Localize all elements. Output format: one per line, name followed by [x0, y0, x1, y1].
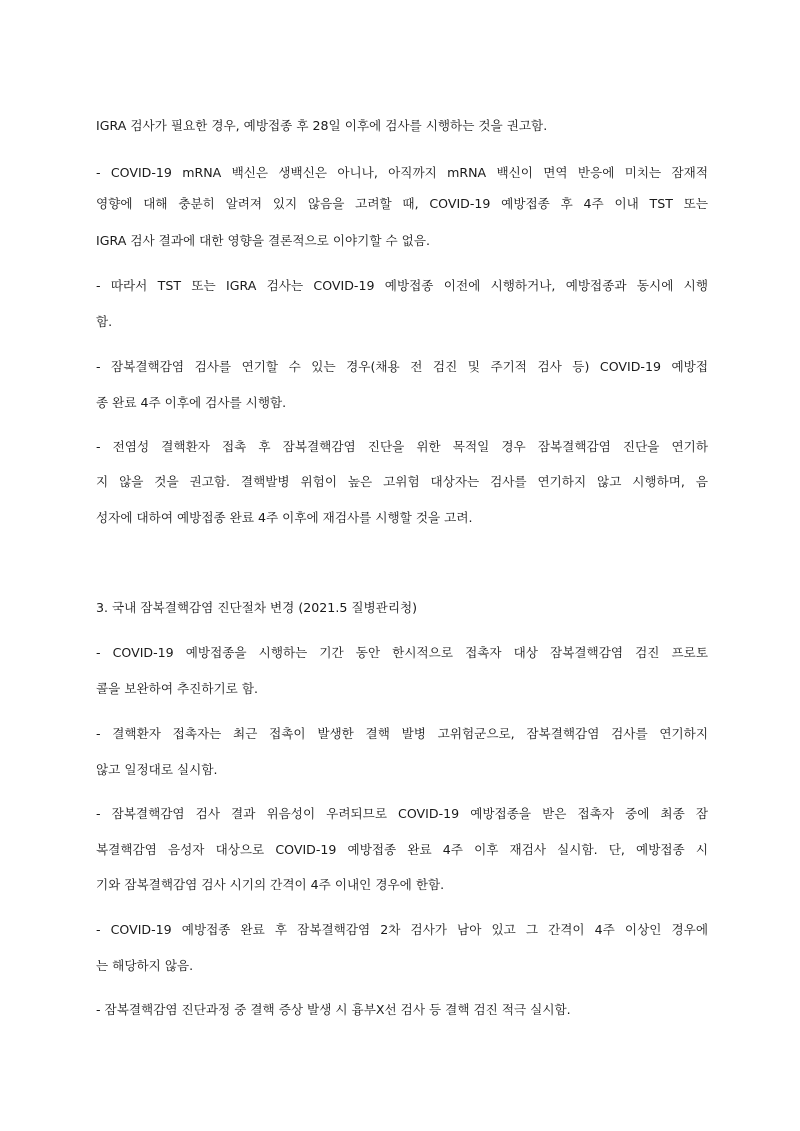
- text-line: 않고 일정대로 실시함.: [96, 762, 218, 777]
- text-line: - COVID-19 예방접종 완료 후 잠복결핵감염 2차 검사가 남아 있고 그 간격이 4주 이상인 경우에: [96, 922, 708, 937]
- text-line: 종 완료 4주 이후에 검사를 시행함.: [96, 395, 287, 410]
- section-heading: 3. 국내 잠복결핵감염 진단절차 변경 (2021.5 질병관리청): [96, 600, 418, 615]
- text-line: 복결핵감염 음성자 대상으로 COVID-19 예방접종 완료 4주 이후 재검사 실시함. 단, 예방접종 시: [96, 842, 708, 857]
- text-line: - 잠복결핵감염 검사 결과 위음성이 우려되므로 COVID-19 예방접종을 받은 접촉자 중에 최종 잠: [96, 806, 708, 821]
- text-line: - 전염성 결핵환자 접촉 후 잠복결핵감염 진단을 위한 목적일 경우 잠복결핵감염 진단을 연기하: [96, 439, 708, 454]
- text-line: 함.: [96, 314, 113, 329]
- text-line: - 잠복결핵감염 진단과정 중 결핵 증상 발생 시 흉부X선 검사 등 결핵 검진 적극 실시함.: [96, 1002, 571, 1017]
- text-line: 지 않을 것을 권고함. 결핵발병 위험이 높은 고위험 대상자는 검사를 연기하지 않고 시행하며, 음: [96, 474, 708, 489]
- text-line: IGRA 검사가 필요한 경우, 예방접종 후 28일 이후에 검사를 시행하는 것을 권고함.: [96, 118, 548, 133]
- text-line: - 결핵환자 접촉자는 최근 접촉이 발생한 결핵 발병 고위험군으로, 잠복결핵감염 검사를 연기하지: [96, 726, 708, 741]
- text-line: 기와 잠복결핵감염 검사 시기의 간격이 4주 이내인 경우에 한함.: [96, 877, 445, 892]
- text-line: 성자에 대하여 예방접종 완료 4주 이후에 재검사를 시행할 것을 고려.: [96, 510, 473, 525]
- text-line: - COVID-19 예방접종을 시행하는 기간 동안 한시적으로 접촉자 대상 잠복결핵감염 검진 프로토: [96, 645, 708, 660]
- text-line: - 잠복결핵감염 검사를 연기할 수 있는 경우(채용 전 검진 및 주기적 검사 등) COVID-19 예방접: [96, 359, 708, 374]
- text-line: - 따라서 TST 또는 IGRA 검사는 COVID-19 예방접종 이전에 시행하거나, 예방접종과 동시에 시행: [96, 278, 708, 293]
- text-line: - COVID-19 mRNA 백신은 생백신은 아니나, 아직까지 mRNA 백신이 면역 반응에 미치는 잠재적: [96, 165, 708, 180]
- text-line: 는 해당하지 않음.: [96, 958, 194, 973]
- text-line: IGRA 검사 결과에 대한 영향을 결론적으로 이야기할 수 없음.: [96, 233, 430, 248]
- text-line: 영향에 대해 충분히 알려져 있지 않음을 고려할 때, COVID-19 예방접종 후 4주 이내 TST 또는: [96, 196, 708, 211]
- text-line: 콜을 보완하여 추진하기로 함.: [96, 681, 258, 696]
